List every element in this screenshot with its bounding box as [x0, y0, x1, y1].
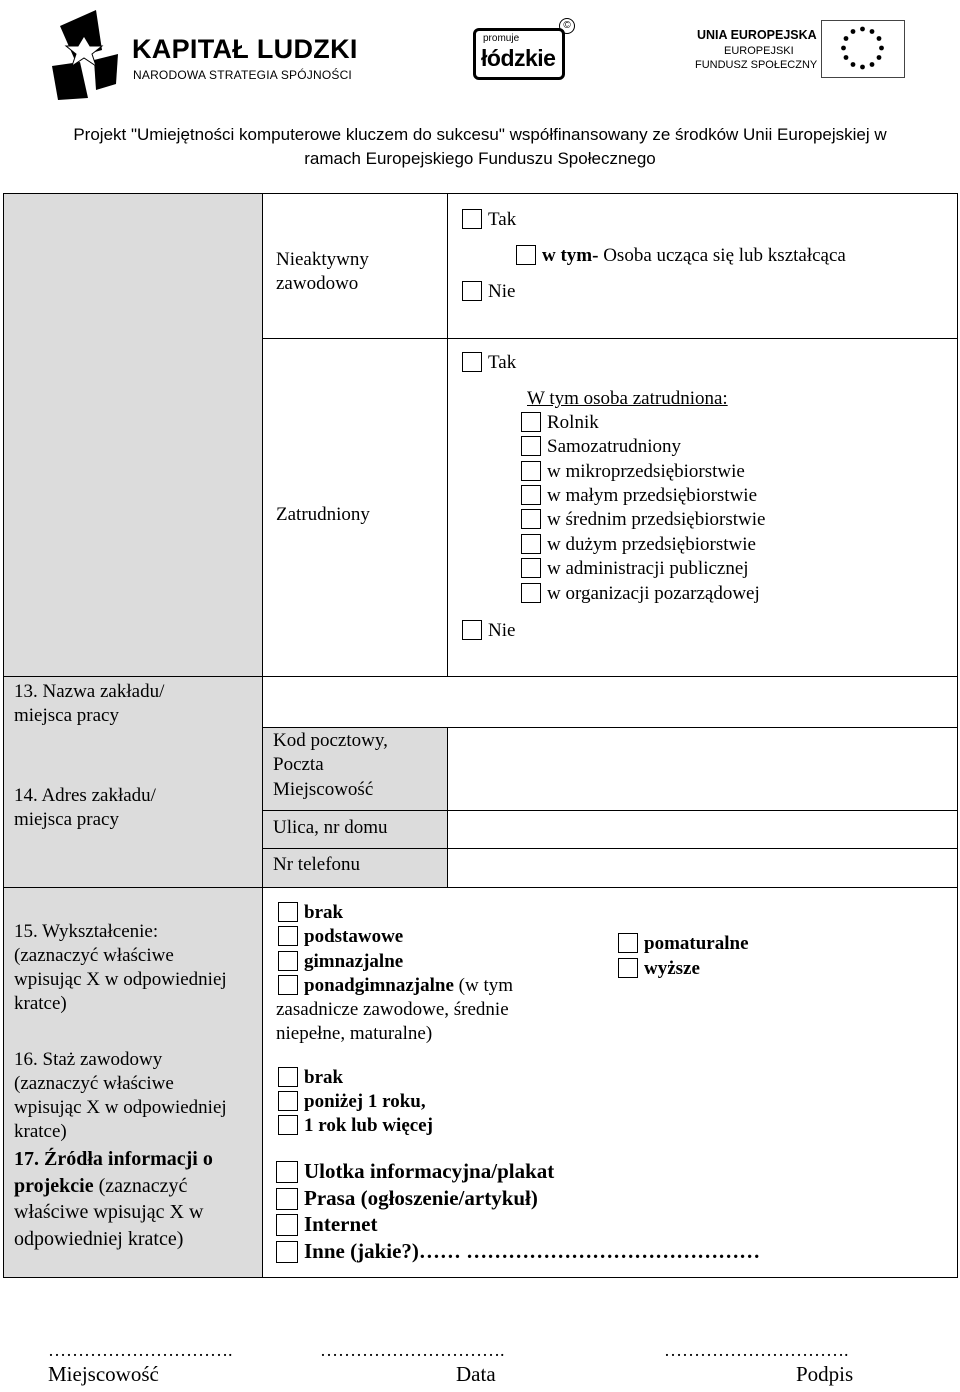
q14-kod-label-cell — [262, 727, 448, 811]
checkbox[interactable] — [462, 620, 482, 640]
q16-label — [14, 1048, 244, 1144]
checkbox[interactable] — [276, 1161, 298, 1183]
ue-line3: FUNDUSZ SPOŁECZNY — [695, 59, 818, 71]
q15-q17-label-cell — [3, 887, 263, 1278]
option-label: Samozatrudniony — [547, 436, 682, 457]
q15-q17-options-cell — [262, 887, 958, 1278]
kapital-ludzki-emblem-icon — [44, 6, 124, 102]
checkbox[interactable] — [521, 461, 541, 481]
option-label: w dużym przedsiębiorstwie — [547, 534, 756, 555]
q16-hint: (zaznaczyć właściwe wpisując X w odpowiedniej kratce) — [14, 1073, 227, 1142]
q15-option-podstawowe[interactable] — [278, 925, 403, 949]
option-label: Nie — [488, 620, 516, 641]
zatrudniony-subheading: W tym osoba zatrudniona: — [527, 388, 728, 409]
left-grey-cell — [3, 193, 263, 677]
q17-option-internet[interactable] — [276, 1211, 377, 1237]
q13-input-cell[interactable] — [262, 676, 958, 728]
project-line1: Projekt "Umiejętności komputerowe kluczem do sukcesu" współfinansowany ze środków Unii Europejskiej w — [73, 125, 887, 144]
zatrudniony-option-sredni[interactable] — [521, 508, 765, 532]
option-label-bold: w tym- — [542, 245, 599, 266]
option-label: Tak — [488, 209, 517, 230]
nieaktywny-label: Nieaktywny zawodowo — [276, 249, 369, 294]
checkbox[interactable] — [516, 245, 536, 265]
option-label: brak — [304, 1067, 344, 1088]
q14-ulica-label: Ulica, nr domu — [273, 817, 388, 838]
q14-telefon-label: Nr telefonu — [273, 854, 361, 875]
checkbox[interactable] — [278, 926, 298, 946]
checkbox[interactable] — [462, 352, 482, 372]
q13-q14-label-cell — [3, 676, 263, 888]
data-dots: …………………………. — [320, 1340, 505, 1360]
q17-number: 17. Źródła informacji o projekcie — [14, 1148, 213, 1197]
kapital-ludzki-title: KAPITAŁ LUDZKI — [132, 34, 358, 64]
option-label: Prasa (ogłoszenie/artykuł) — [304, 1186, 538, 1210]
zatrudniony-option-samozatrudniony[interactable] — [521, 435, 681, 459]
option-label: pomaturalne — [644, 933, 749, 954]
q15-number: 15. Wykształcenie: — [14, 921, 159, 942]
nieaktywny-uczaca-option[interactable] — [516, 244, 846, 268]
checkbox[interactable] — [521, 583, 541, 603]
kapital-ludzki-logo — [44, 6, 364, 102]
eu-flag-icon — [821, 20, 905, 78]
lodzkie-small-text: promuje — [483, 33, 520, 44]
lodzkie-big-text: łódzkie — [481, 45, 556, 71]
kapital-ludzki-subtitle: NARODOWA STRATEGIA SPÓJNOŚCI — [133, 68, 352, 82]
option-label: Nie — [488, 281, 516, 302]
zatrudniony-label-cell — [262, 338, 448, 677]
checkbox[interactable] — [276, 1241, 298, 1263]
q14-telefon-label-cell — [262, 848, 448, 888]
checkbox[interactable] — [618, 933, 638, 953]
checkbox[interactable] — [276, 1188, 298, 1210]
q15-ponad-note-line3: niepełne, maturalne) — [276, 1023, 433, 1044]
zatrudniony-option-mikro[interactable] — [521, 460, 745, 484]
copyright-icon: © — [559, 18, 575, 34]
option-label: Inne (jakie?)…… — [304, 1239, 461, 1263]
q15-option-brak[interactable] — [278, 901, 343, 925]
option-label: Osoba ucząca się lub kształcąca — [598, 245, 846, 266]
q14-ulica-input-cell[interactable] — [447, 810, 958, 849]
q17-option-inne[interactable] — [276, 1238, 760, 1264]
q15-option-wyzsze[interactable] — [618, 957, 700, 981]
option-label: poniżej 1 roku, — [304, 1091, 426, 1112]
checkbox[interactable] — [521, 436, 541, 456]
zatrudniony-options-cell — [447, 338, 958, 677]
option-label: 1 rok lub więcej — [304, 1115, 433, 1136]
option-label: w organizacji pozarządowej — [547, 583, 760, 604]
zatrudniony-option-organizacja[interactable] — [521, 582, 760, 606]
nieaktywny-options-cell — [447, 193, 958, 339]
q16-option-ponizej-roku[interactable] — [278, 1090, 426, 1114]
project-line2: ramach Europejskiego Funduszu Społecznego — [304, 149, 656, 168]
checkbox[interactable] — [618, 958, 638, 978]
option-label: w małym przedsiębiorstwie — [547, 485, 758, 506]
ue-line2: EUROPEJSKI — [724, 45, 794, 57]
q15-ponad-note-line2: zasadnicze zawodowe, średnie — [276, 999, 509, 1020]
promuje-lodzkie-logo — [473, 20, 573, 82]
q16-option-rok-wiecej[interactable] — [278, 1114, 433, 1138]
nieaktywny-label-cell — [262, 193, 448, 339]
q17-inne-dots: …………………………………… — [466, 1239, 761, 1263]
data-label: Data — [456, 1362, 496, 1386]
option-label: w administracji publicznej — [547, 558, 749, 579]
checkbox[interactable] — [521, 534, 541, 554]
project-description — [0, 123, 960, 171]
option-label: brak — [304, 902, 344, 923]
checkbox[interactable] — [521, 558, 541, 578]
nieaktywny-nie-option[interactable] — [462, 280, 515, 304]
q15-option-pomaturalne[interactable] — [618, 932, 749, 956]
option-label: ponadgimnazjalne — [304, 975, 454, 996]
q15-option-gimnazjalne[interactable] — [278, 950, 403, 974]
checkbox[interactable] — [462, 209, 482, 229]
q16-number: 16. Staż zawodowy — [14, 1049, 163, 1070]
q14-kod-label: Kod pocztowy, Poczta — [273, 730, 388, 775]
option-label: Ulotka informacyjna/plakat — [304, 1159, 555, 1183]
q15-hint: (zaznaczyć właściwe wpisując X w odpowiedniej kratce) — [14, 945, 227, 1014]
zatrudniony-option-maly[interactable] — [521, 484, 757, 508]
eu-logo — [693, 18, 913, 80]
checkbox[interactable] — [278, 1091, 298, 1111]
checkbox[interactable] — [276, 1214, 298, 1236]
q17-option-ulotka[interactable] — [276, 1158, 554, 1184]
q17-option-prasa[interactable] — [276, 1185, 538, 1211]
zatrudniony-option-rolnik[interactable] — [521, 411, 599, 435]
zatrudniony-option-duzy[interactable] — [521, 533, 756, 557]
q16-option-brak[interactable] — [278, 1066, 343, 1090]
checkbox[interactable] — [462, 281, 482, 301]
q15-option-ponadgimnazjalne[interactable] — [278, 974, 513, 998]
q15-label — [14, 920, 244, 1016]
checkbox[interactable] — [521, 509, 541, 529]
miejscowosc-label: Miejscowość — [48, 1362, 159, 1386]
podpis-label: Podpis — [796, 1362, 854, 1386]
ue-line1: UNIA EUROPEJSKA — [697, 28, 817, 42]
checkbox[interactable] — [521, 412, 541, 432]
q14-label: 14. Adres zakładu/ miejsca pracy — [14, 785, 156, 830]
option-label: Tak — [488, 352, 517, 373]
checkbox[interactable] — [278, 1115, 298, 1135]
option-label: podstawowe — [304, 926, 404, 947]
option-label: Rolnik — [547, 412, 599, 433]
q14-kod-input-cell[interactable] — [447, 727, 958, 811]
checkbox[interactable] — [278, 951, 298, 971]
checkbox[interactable] — [278, 1067, 298, 1087]
zatrudniony-option-administracja[interactable] — [521, 557, 749, 581]
option-label: gimnazjalne — [304, 951, 404, 972]
q14-miejscowosc-label: Miejscowość — [273, 779, 374, 800]
q17-label — [14, 1146, 244, 1252]
miejscowosc-dots: …………………………. — [48, 1340, 233, 1360]
option-note: (w tym — [453, 975, 514, 996]
podpis-dots: …………………………. — [664, 1340, 849, 1360]
option-label: w mikroprzedsiębiorstwie — [547, 461, 745, 482]
checkbox[interactable] — [278, 975, 298, 995]
zatrudniony-label: Zatrudniony — [276, 504, 370, 525]
zatrudniony-nie-option[interactable] — [462, 619, 515, 643]
checkbox[interactable] — [278, 902, 298, 922]
nieaktywny-tak-option[interactable] — [462, 208, 516, 232]
option-label: Internet — [304, 1212, 378, 1236]
option-label: wyższe — [644, 958, 700, 979]
zatrudniony-tak-option[interactable] — [462, 351, 516, 375]
q13-label: 13. Nazwa zakładu/ miejsca pracy — [14, 681, 165, 726]
option-label: w średnim przedsiębiorstwie — [547, 509, 766, 530]
q17-hint: (zaznaczyć właściwe wpisując X w odpowiedniej kratce) — [14, 1174, 204, 1250]
q14-ulica-label-cell — [262, 810, 448, 849]
checkbox[interactable] — [521, 485, 541, 505]
q14-telefon-input-cell[interactable] — [447, 848, 958, 888]
